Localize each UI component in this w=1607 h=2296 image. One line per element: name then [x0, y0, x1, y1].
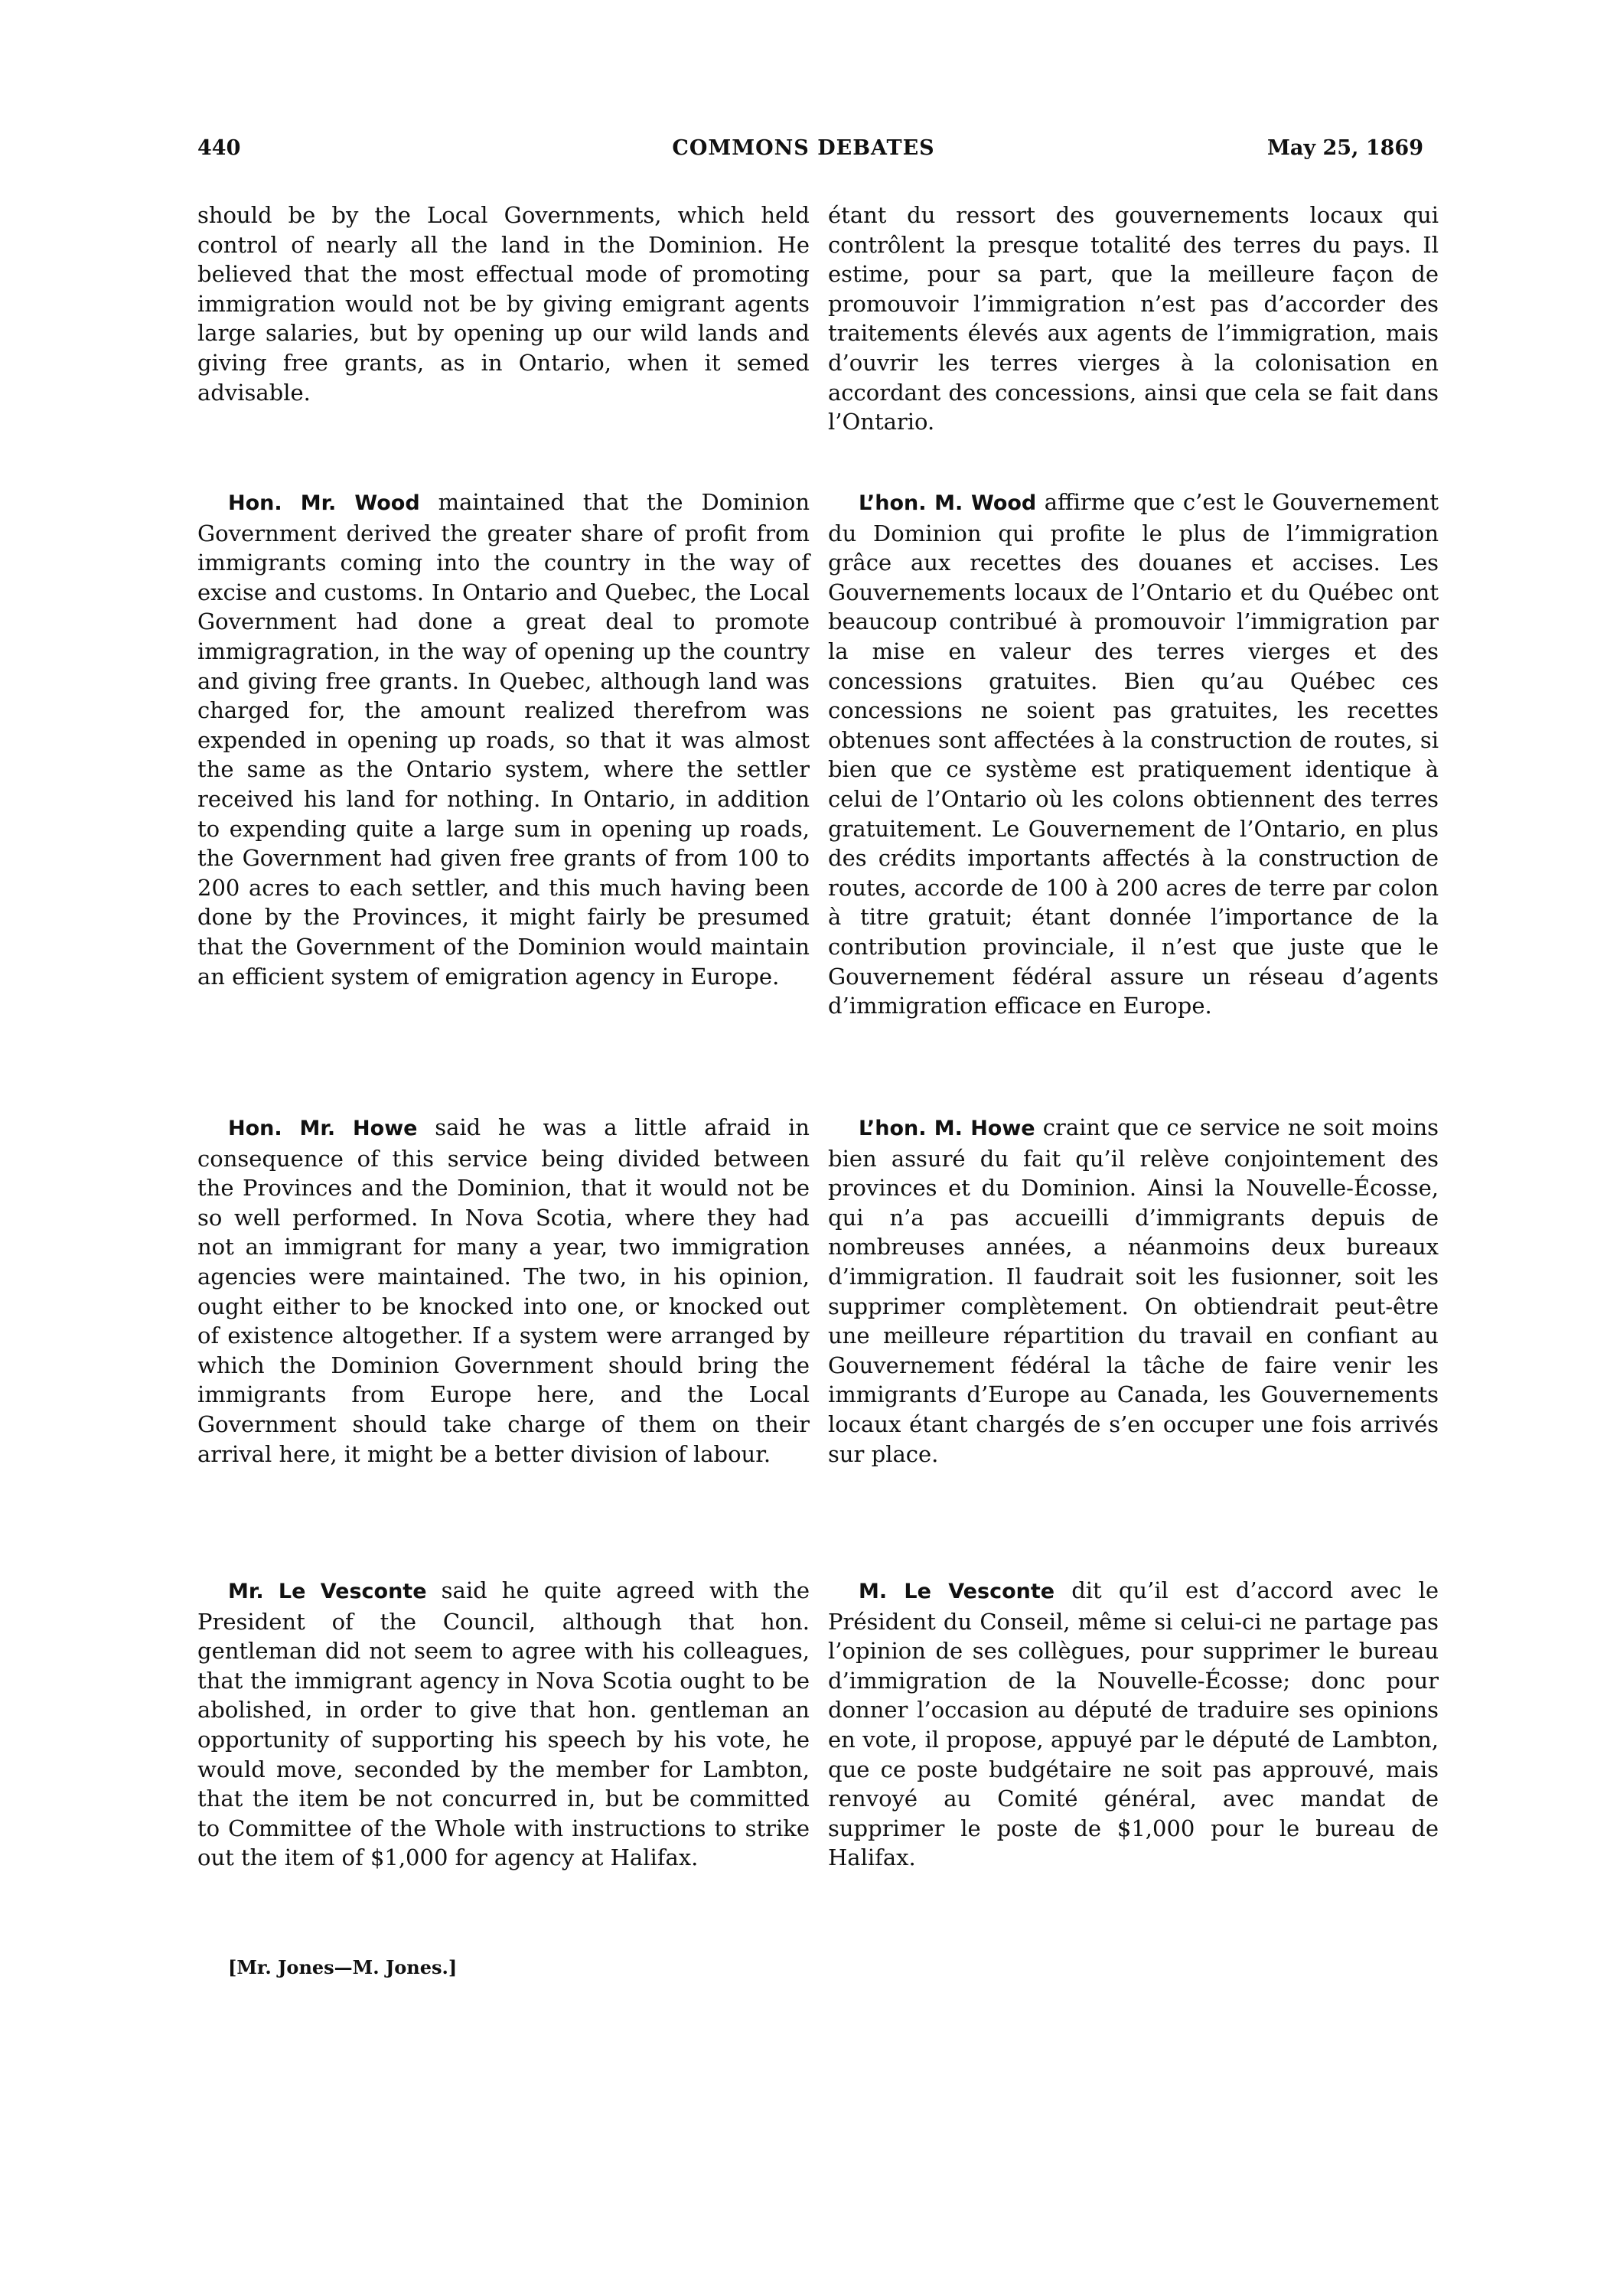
english-paragraph-levesconte [197, 1576, 810, 1873]
paragraph-text: said he was a little afraid in consequence of this service being divided between the Provinces and the Dominion, that it would not be so well performed. In Nova Scotia, where they had not an immigrant for many a year, two immigration agencies were maintained. The two, in his opinion, ought either to be knocked into one, or knocked out of existence altogether. If a system were arranged by which the Dominion Government should bring the immigrants from Europe here, and the Local Government should take charge of them on their arrival here, it might be a better division of labour. [197, 1114, 810, 1467]
page-date: May 25, 1869 [1267, 136, 1423, 160]
paragraph-text: should be by the Local Governments, which held control of nearly all the land in the Dominion. He believed that the most effectual mode of promoting immigration would not be by giving emigrant agents large salaries, but by opening up our wild lands and giving free grants, as in Ontario, when it semed advisable. [197, 202, 810, 406]
speaker-name: Hon. Mr. Howe [228, 1117, 418, 1140]
paragraph-text: affirme que c’est le Gouvernement du Dominion qui profite le plus de l’immigration grâce aux recettes des douanes et accises. Les Gouvernements locaux de l’Ontario et du Québec ont beaucoup contribué à promouvoir l’immigration par la mise en valeur des terres vierges et des concessions gratuites. Bien qu’au Québec ces concessions ne soient pas gratuites, les recettes obtenues sont affectées à la construction de routes, si bien que ce système est pratiquement identique à celui de l’Ontario où les colons obtiennent des terres gratuitement. Le Gouvernement de l’Ontario, en plus des crédits importants affectés à la construction de routes, accorde de 100 à 200 acres de terre par colon à titre gratuit; étant donnée l’importance de la contribution provinciale, il n’est que juste que le Gouvernement fédéral assure un réseau d’agents d’immigration efficace en Europe. [828, 489, 1439, 1019]
french-paragraph-wood [828, 488, 1439, 1021]
paragraph-text: dit qu’il est d’accord avec le Président du Conseil, même si celui-ci ne partage pas l’opinion de ses collègues, pour supprimer le bureau d’immigration de la Nouvelle-Écosse; donc pour donner l’occasion au député de traduire ses opinions en vote, il propose, appuyé par le député de Lambton, que ce poste budgétaire ne soit pas approuvé, mais renvoyé au Comité général, avec mandat de supprimer le poste de $1,000 pour le bureau de Halifax. [828, 1577, 1439, 1871]
speaker-name: L’hon. M. Wood [859, 491, 1037, 515]
page-number: 440 [197, 136, 241, 160]
paragraph-text: étant du ressort des gouvernements locaux qui contrôlent la presque totalité des terres du pays. Il estime, pour sa part, que la meilleure façon de promouvoir l’immigration n’est pas d’accorder des traitements élevés aux agents de l’immigration, mais d’ouvrir les terres vierges à la colonisation en accordant des concessions, ainsi que cela se fait dans l’Ontario. [828, 202, 1439, 435]
paragraph-text: maintained that the Dominion Government derived the greater share of profit from immigrants coming into the country in the way of excise and customs. In Ontario and Quebec, the Local Government had done a great deal to promote immigragration, in the way of opening up the country and giving free grants. In Quebec, although land was charged for, the amount realized therefrom was expended in opening up roads, so that it was almost the same as the Ontario system, where the settler received his land for nothing. In Ontario, in addition to expending quite a large sum in opening up roads, the Government had given free grants of from 100 to 200 acres to each settler, and this much having been done by the Provinces, it might fairly be presumed that the Government of the Dominion would maintain an efficient system of emigration agency in Europe. [197, 489, 810, 990]
paragraph-text: said he quite agreed with the President of the Council, although that hon. gentleman did not seem to agree with his colleagues, that the immigrant agency in Nova Scotia ought to be abolished, in order to give that hon. gentleman an opportunity of supporting his speech by his vote, he would move, seconded by the member for Lambton, that the item be not concurred in, but be committed to Committee of the Whole with instructions to strike out the item of $1,000 for agency at Halifax. [197, 1577, 810, 1871]
speaker-name: Hon. Mr. Wood [228, 491, 420, 515]
french-paragraph-howe [828, 1113, 1439, 1469]
paragraph-text: craint que ce service ne soit moins bien assuré du fait qu’il relève conjointement des provinces et du Dominion. Ainsi la Nouvelle-Écosse, qui n’a pas accueilli d’immigrants depuis de nombreuses années, a néanmoins deux bureaux d’immigration. Il faudrait soit les fusionner, soit les supprimer complètement. On obtiendrait peut-être une meilleure répartition du travail en confiant au Gouvernement fédéral la tâche de faire venir les immigrants d’Europe au Canada, les Gouvernements locaux étant chargés de s’en occuper une fois arrivés sur place. [828, 1114, 1439, 1467]
english-paragraph-howe [197, 1113, 810, 1469]
french-paragraph-1 [828, 201, 1439, 437]
publication-title: COMMONS DEBATES [672, 136, 935, 160]
speaker-name: L’hon. M. Howe [859, 1117, 1035, 1140]
speaker-name: M. Le Vesconte [859, 1580, 1055, 1603]
page-header [0, 136, 1607, 174]
speaker-name: Mr. Le Vesconte [228, 1580, 427, 1603]
speaker-change-note: [Mr. Jones—M. Jones.] [228, 1956, 458, 1978]
english-paragraph-wood [197, 488, 810, 991]
english-paragraph-1 [197, 201, 810, 407]
french-paragraph-levesconte [828, 1576, 1439, 1873]
